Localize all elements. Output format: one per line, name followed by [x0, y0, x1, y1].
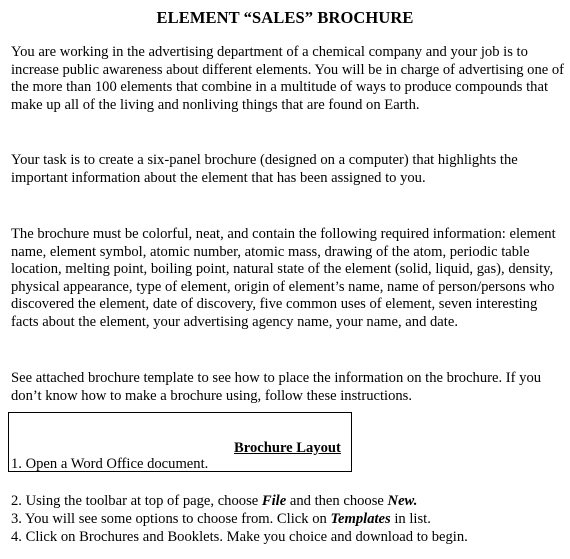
- requirements-paragraph: The brochure must be colorful, neat, and contain the following required information: element name, element symbol, atomic number, atomic mass, drawing of the atom, periodic table location, melting point, boiling point, natural state of the element (solid, liquid, gas), density, physical appearance, type of element, origin of element’s name, name of person/persons who discovered the element, date of discovery, five common uses of element, seven interesting facts about the element, your advertising agency name, your name, and date.: [11, 226, 556, 330]
- brochure-layout-heading: Brochure Layout: [234, 440, 341, 456]
- instruction-step-3: [11, 511, 431, 529]
- step-2-text-start: 2. Using the toolbar at top of page, choose: [11, 493, 262, 509]
- task-paragraph: Your task is to create a six-panel brochure (designed on a computer) that highlights the important information about the element that has been assigned to you.: [11, 152, 518, 186]
- document-title: ELEMENT “SALES” BROCHURE: [156, 8, 414, 27]
- step-3-templates-term: Templates: [330, 511, 391, 527]
- step-2-text-middle: and then choose: [286, 493, 388, 509]
- step-3-text-end: in list.: [390, 511, 431, 527]
- instruction-step-2: [11, 493, 417, 511]
- instruction-step-4: 4. Click on Brochures and Booklets. Make you choice and download to begin.: [11, 529, 468, 545]
- intro-paragraph: You are working in the advertising department of a chemical company and your job is to increase public awareness about different elements. You will be in charge of advertising one of the more than 100 elements that combine in a multitude of ways to produce compounds that make up all of the living and nonliving things that are found on Earth.: [11, 44, 565, 113]
- step-2-new-term: New.: [387, 493, 418, 509]
- step-2-file-term: File: [261, 493, 287, 509]
- template-paragraph: See attached brochure template to see how to place the information on the brochure. If you don’t know how to make a brochure using, follow these instructions.: [11, 370, 542, 404]
- instruction-step-1: 1. Open a Word Office document.: [11, 456, 209, 472]
- step-3-text-start: 3. You will see some options to choose from. Click on: [11, 511, 331, 527]
